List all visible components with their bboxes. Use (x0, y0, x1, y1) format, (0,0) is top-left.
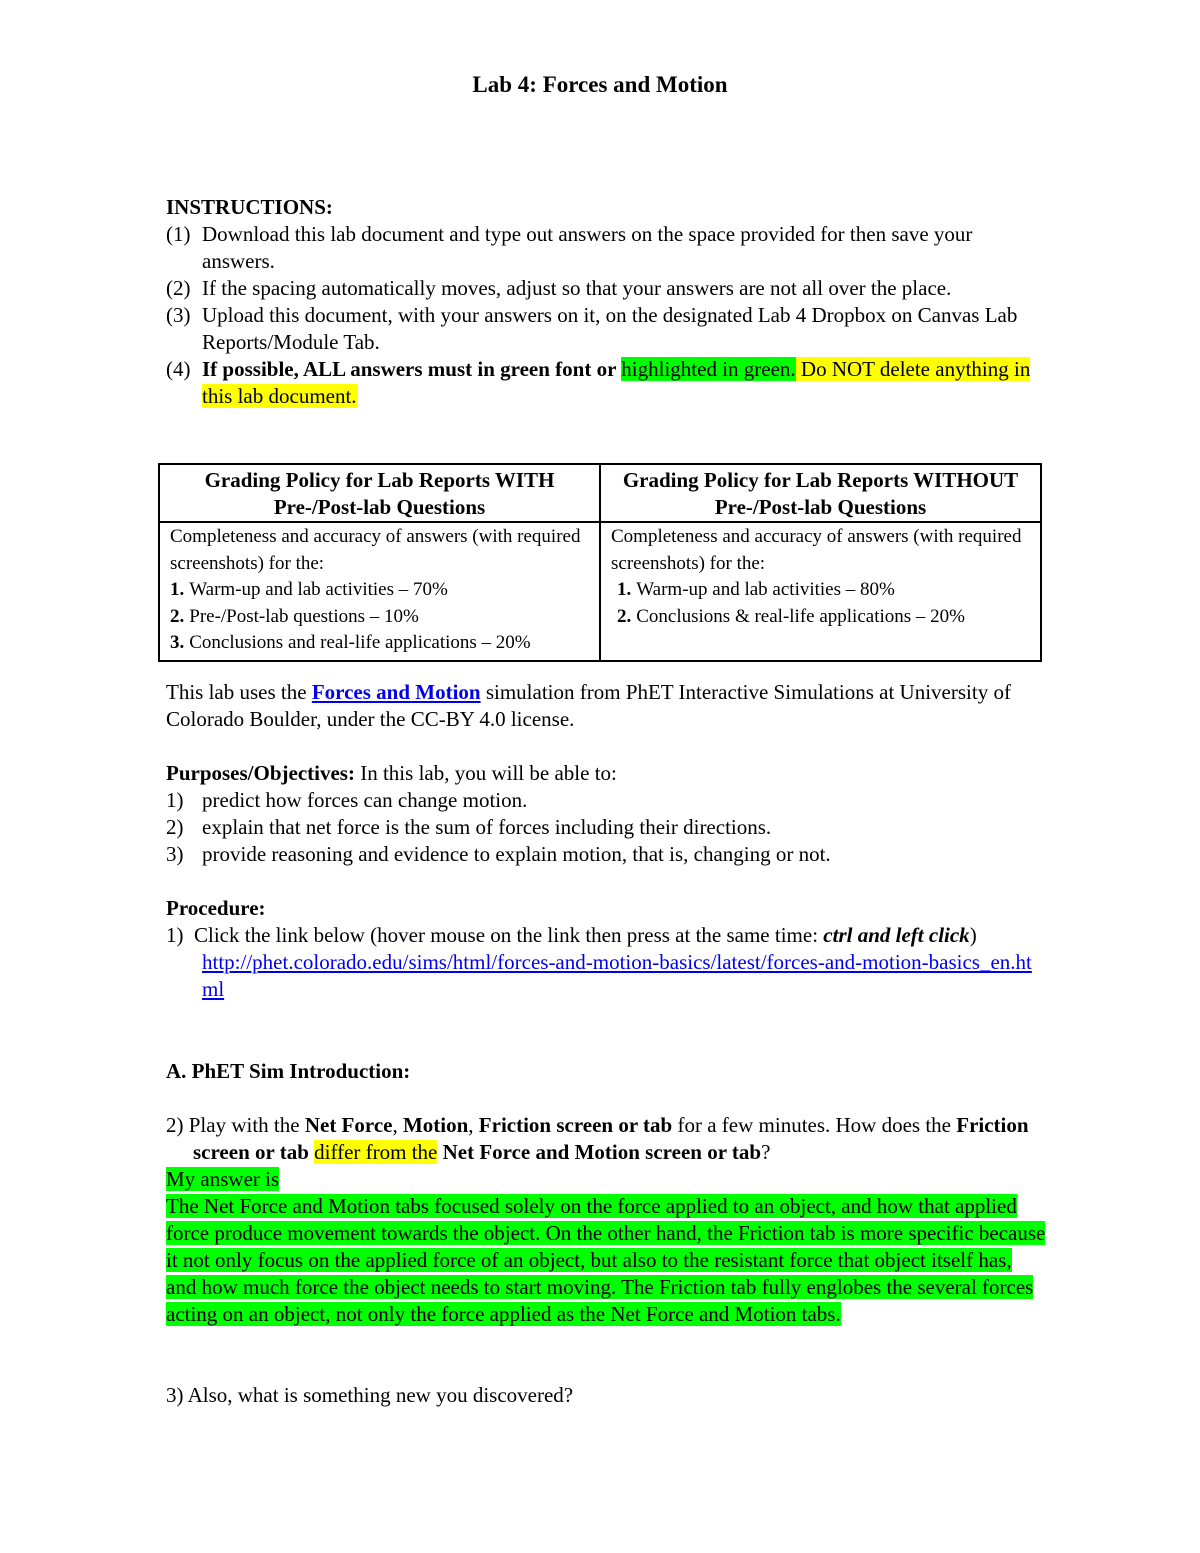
answer-label: My answer is (166, 1167, 280, 1191)
purposes-lead: In this lab, you will be able to: (354, 761, 617, 785)
grading-header-without: Grading Policy for Lab Reports WITHOUT Pre-/Post-lab Questions (600, 464, 1041, 522)
question-text: ? (761, 1140, 771, 1164)
instruction-bold-text: If possible, ALL answers must in green font or (202, 357, 622, 381)
procedure-step (166, 922, 1046, 949)
sim-url-container (166, 949, 1046, 1003)
instruction-item (166, 302, 1046, 356)
grading-item-number: 1. (170, 579, 185, 600)
question-bold: Friction screen or tab (193, 1113, 1029, 1164)
answer-2[interactable] (166, 1166, 1046, 1328)
grading-item-text: Warm-up and lab activities – 80% (636, 579, 895, 600)
question-2-text (166, 1112, 1046, 1166)
grading-item (170, 630, 589, 657)
grading-item-text: Pre-/Post-lab questions – 10% (189, 605, 419, 627)
intro-text: simulation from PhET Interactive Simulations at University of Colorado Boulder, under the CC-BY 4.0 license. (166, 680, 1011, 731)
page-title: Lab 4: Forces and Motion (472, 72, 728, 97)
purposes-list (166, 787, 1046, 868)
grading-item-number: 2. (617, 605, 632, 627)
instructions-list (166, 221, 1046, 410)
instruction-number: (3) (166, 303, 191, 327)
question-3 (166, 1382, 1046, 1409)
grading-item-number: 1. (617, 579, 632, 600)
grading-item-text: Conclusions and real-life applications – 20% (189, 632, 531, 653)
purpose-item (166, 787, 1046, 814)
grading-item (170, 604, 589, 631)
grading-item-text: Conclusions & real-life applications – 20% (636, 605, 965, 627)
instruction-item (166, 275, 1046, 302)
instruction-number: (4) (166, 357, 191, 381)
procedure-section (166, 895, 1046, 1003)
purpose-item (166, 841, 1046, 868)
question-text: Play with the (183, 1113, 305, 1137)
question-bold: Net Force and Motion screen or tab (442, 1140, 762, 1164)
yellow-highlight-text: Do NOT delete anything in this lab document. (202, 357, 1031, 408)
question-bold: Motion (402, 1113, 469, 1137)
instruction-text: Upload this document, with your answers on it, on the designated Lab 4 Dropbox on Canvas Lab Reports/Module Tab. (202, 303, 1018, 354)
grading-cell-with (159, 522, 600, 661)
procedure-step-emphasis: ctrl and left click (823, 923, 970, 947)
yellow-highlight-text: differ from the (314, 1140, 438, 1164)
instructions-section (166, 194, 1046, 410)
purpose-text: explain that net force is the sum of forces including their directions. (202, 815, 772, 839)
question-text: for a few minutes. How does the (672, 1113, 957, 1137)
grading-item-number: 3. (170, 632, 185, 653)
grading-item (611, 604, 1030, 631)
purpose-number: 1) (166, 788, 184, 812)
instruction-text: Download this lab document and type out answers on the space provided for then save your answers. (202, 222, 973, 273)
procedure-step-end: ) (969, 923, 977, 947)
purpose-number: 2) (166, 815, 184, 839)
forces-and-motion-link[interactable]: Forces and Motion (311, 680, 481, 704)
section-a (166, 1058, 1046, 1085)
purpose-item (166, 814, 1046, 841)
purposes-heading: Purposes/Objectives: (166, 761, 355, 785)
phet-sim-url-link[interactable]: http://phet.colorado.edu/sims/html/forces-and-motion-basics/latest/forces-and-motion-basics_en.html (202, 950, 1032, 1001)
question-bold: Net Force (304, 1113, 393, 1137)
grading-item (170, 577, 589, 604)
question-2 (166, 1112, 1046, 1328)
purpose-text: provide reasoning and evidence to explain motion, that is, changing or not. (202, 842, 831, 866)
grading-intro: Completeness and accuracy of answers (with required screenshots) for the: (611, 526, 1022, 574)
green-highlight-text: highlighted in green. (621, 357, 796, 381)
question-bold: Friction screen or tab (478, 1113, 673, 1137)
purpose-number: 3) (166, 842, 184, 866)
section-a-heading: A. PhET Sim Introduction: (166, 1059, 411, 1083)
purpose-text: predict how forces can change motion. (202, 788, 528, 812)
procedure-step-text: Click the link below (hover mouse on the link then press at the same time: (194, 923, 824, 947)
question-text: , (392, 1113, 403, 1137)
instruction-text: If the spacing automatically moves, adjust so that your answers are not all over the place. (202, 276, 952, 300)
procedure-step-number: 1) (166, 923, 184, 947)
grading-item-number: 2. (170, 605, 185, 627)
grading-intro: Completeness and accuracy of answers (with required screenshots) for the: (170, 526, 581, 574)
grading-cell-without (600, 522, 1041, 661)
question-text: Also, what is something new you discovered? (183, 1383, 574, 1407)
procedure-heading: Procedure: (166, 896, 266, 920)
instruction-number: (2) (166, 276, 191, 300)
instruction-item (166, 356, 1046, 410)
grading-header-with: Grading Policy for Lab Reports WITH Pre-/Post-lab Questions (159, 464, 600, 522)
question-number: 3) (166, 1383, 184, 1407)
instruction-number: (1) (166, 222, 191, 246)
purposes-section (166, 760, 1046, 868)
instructions-heading: INSTRUCTIONS: (166, 195, 333, 219)
instruction-item (166, 221, 1046, 275)
intro-paragraph (166, 679, 1046, 733)
grading-policy-table (158, 463, 1042, 662)
question-number: 2) (166, 1113, 184, 1137)
intro-text: This lab uses the (166, 680, 312, 704)
grading-item-text: Warm-up and lab activities – 70% (189, 579, 448, 600)
grading-item (611, 577, 1030, 604)
question-text: , (468, 1113, 479, 1137)
answer-text[interactable]: The Net Force and Motion tabs focused solely on the force applied to an object, and how that applied force produce movement towards the object. On the other hand, the Friction tab is more specific because it not only focus on the applied force of an object, but also to the resistant force that object itself has, and how much force the object needs to start moving. The Friction tab fully englobes the several forces acting on an object, not only the force applied as the Net Force and Motion tabs. (166, 1194, 1046, 1326)
